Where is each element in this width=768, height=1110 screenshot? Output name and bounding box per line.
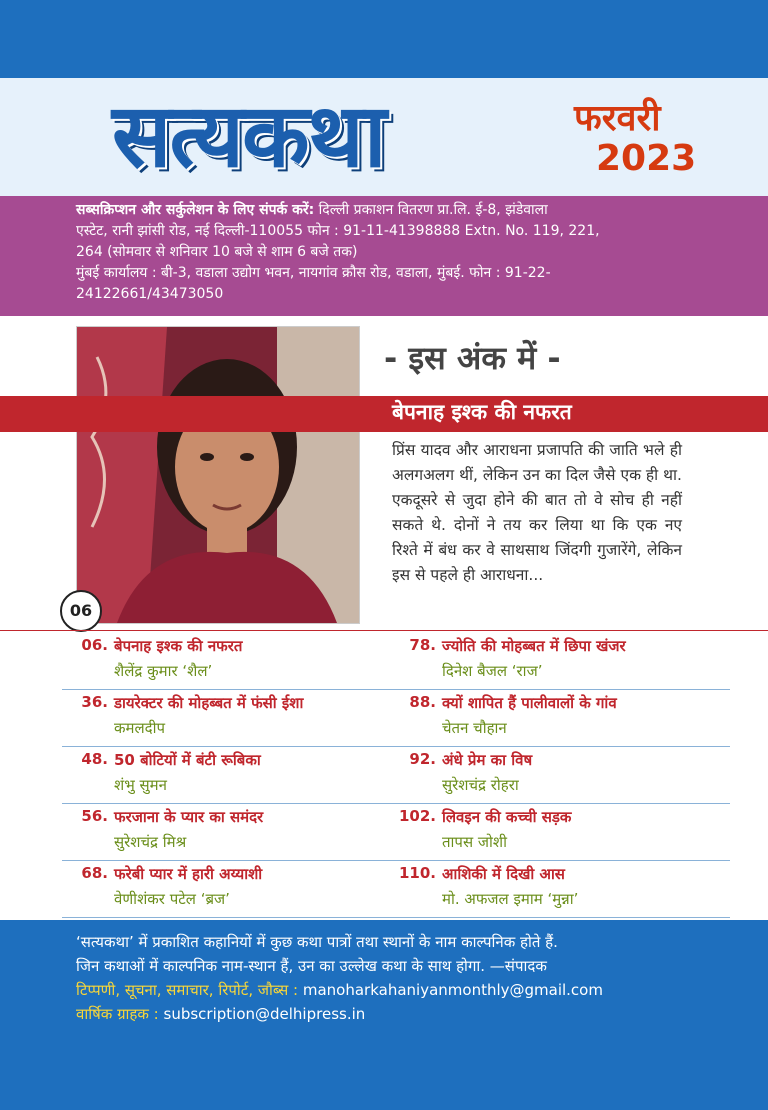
toc-author: सुरेशचंद्र मिश्र	[114, 833, 187, 851]
section-heading: - इस अंक में -	[384, 339, 561, 377]
toc-page-number: 78.	[409, 636, 436, 654]
toc-page-number: 68.	[81, 864, 108, 882]
subscription-email[interactable]: subscription@delhipress.in	[163, 1005, 366, 1023]
disclaimer-line-2: जिन कथाओं में काल्पनिक नाम-स्थान हैं, उन का उल्लेख कथा के साथ होगा. —संपादक	[76, 957, 547, 975]
toc-page-number: 36.	[81, 693, 108, 711]
subscription-contact	[76, 1002, 768, 1026]
contact-line-2: एस्टेट, रानी झांसी रोड, नई दिल्ली-110055 फोन : 91-11-41398888 Extn. No. 119, 221,	[76, 223, 600, 239]
toc-title: फरजाना के प्यार का समंदर	[114, 808, 264, 826]
toc-right-column	[390, 634, 730, 919]
toc-page-number: 102.	[398, 807, 436, 825]
feedback-label: टिप्पणी, सूचना, समाचार, रिपोर्ट, जौब्स :	[76, 981, 299, 999]
toc-page-number: 48.	[81, 750, 108, 768]
feedback-contact	[76, 978, 768, 1002]
photo-page-number: 06	[60, 590, 102, 632]
toc-item[interactable]	[390, 691, 730, 747]
toc-title: आशिकी में दिखी आस	[442, 865, 565, 883]
feedback-email[interactable]: manoharkahaniyanmonthly@gmail.com	[302, 981, 603, 999]
toc-page-number: 88.	[409, 693, 436, 711]
feature-photo	[76, 326, 360, 624]
toc-author: चेतन चौहान	[442, 719, 507, 737]
toc-title: क्यों शापित हैं पालीवालों के गांव	[442, 694, 617, 712]
issue-year: 2023	[596, 138, 697, 179]
toc-item[interactable]	[390, 634, 730, 690]
contact-line-3: 264 (सोमवार से शनिवार 10 बजे से शाम 6 बजे तक)	[76, 244, 358, 260]
toc-author: मो. अफजल इमाम ‘मुन्ना’	[442, 890, 579, 908]
contact-line-1	[76, 200, 768, 221]
toc-item[interactable]	[62, 634, 402, 690]
toc-title: डायरेक्टर की मोहब्बत में फंसी ईशा	[114, 694, 304, 712]
toc-title: लिवइन की कच्ची सड़क	[442, 808, 572, 826]
toc-divider	[0, 630, 768, 631]
toc-title: ज्योति की मोहब्बत में छिपा खंजर	[442, 637, 626, 655]
footer	[0, 920, 768, 1110]
issue-month: फरवरी	[574, 98, 661, 139]
toc-author: वेणीशंकर पटेल ‘ब्रज’	[114, 890, 230, 908]
toc-item[interactable]	[62, 748, 402, 804]
disclaimer-line-1: ‘सत्यकथा’ में प्रकाशित कहानियों में कुछ कथा पात्रों तथा स्थानों के नाम काल्पनिक होते हैं.	[76, 933, 558, 951]
toc-page-number: 92.	[409, 750, 436, 768]
toc-author: दिनेश बैजल ‘राज’	[442, 662, 543, 680]
toc-item[interactable]	[62, 691, 402, 747]
contact-line-1-rest: दिल्ली प्रकाशन वितरण प्रा.लि. ई-8, झंडेवाला	[314, 202, 548, 218]
toc-item[interactable]	[390, 805, 730, 861]
toc-author: तापस जोशी	[442, 833, 507, 851]
toc-page-number: 110.	[398, 864, 436, 882]
feature-title-bar	[0, 396, 768, 432]
toc-page-number: 06.	[81, 636, 108, 654]
toc-title: 50 बोटियों में बंटी रूबिका	[114, 751, 261, 769]
toc-item[interactable]	[62, 805, 402, 861]
contact-line-5: 24122661/43473050	[76, 286, 224, 302]
top-band	[0, 0, 768, 78]
contact-block	[0, 196, 768, 316]
toc-item[interactable]	[390, 748, 730, 804]
contact-line-4: मुंबई कार्यालय : बी-3, वडाला उद्योग भवन, नायगांव क्रौस रोड, वडाला, मुंबई. फोन : 91-22-	[76, 265, 551, 281]
feature-intro: प्रिंस यादव और आराधना प्रजापति की जाति भले ही अलगअलग थीं, लेकिन उन का दिल जैसे एक ही था. एकदूसरे से जुदा होने की बात तो वे सोच ही नहीं सकते थे. दोनों ने तय कर लिया था कि एक नए रिश्ते में बंध कर वे साथसाथ जिंदगी गुजारेंगे, लेकिन इस से पहले ही आराधना...	[392, 441, 682, 584]
contact-line-1-bold: सब्सक्रिप्शन और सर्कुलेशन के लिए संपर्क करें:	[76, 202, 315, 218]
portrait-illustration	[77, 327, 359, 623]
magazine-logo: सत्यकथा	[112, 84, 385, 187]
subscription-label: वार्षिक ग्राहक :	[76, 1005, 159, 1023]
toc-item[interactable]	[390, 862, 730, 918]
toc-left-column	[62, 634, 402, 919]
feature-title: बेपनाह इश्क की नफरत	[392, 400, 572, 424]
toc-title: फरेबी प्यार में हारी अय्याशी	[114, 865, 263, 883]
toc-author: शंभु सुमन	[114, 776, 167, 794]
toc-title: अंधे प्रेम का विष	[442, 751, 533, 769]
toc-title: बेपनाह इश्क की नफरत	[114, 637, 243, 655]
toc-item[interactable]	[62, 862, 402, 918]
toc-author: कमलदीप	[114, 719, 166, 737]
toc-author: शैलेंद्र कुमार ‘शैल’	[114, 662, 213, 680]
toc-author: सुरेशचंद्र रोहरा	[442, 776, 519, 794]
toc-page-number: 56.	[81, 807, 108, 825]
